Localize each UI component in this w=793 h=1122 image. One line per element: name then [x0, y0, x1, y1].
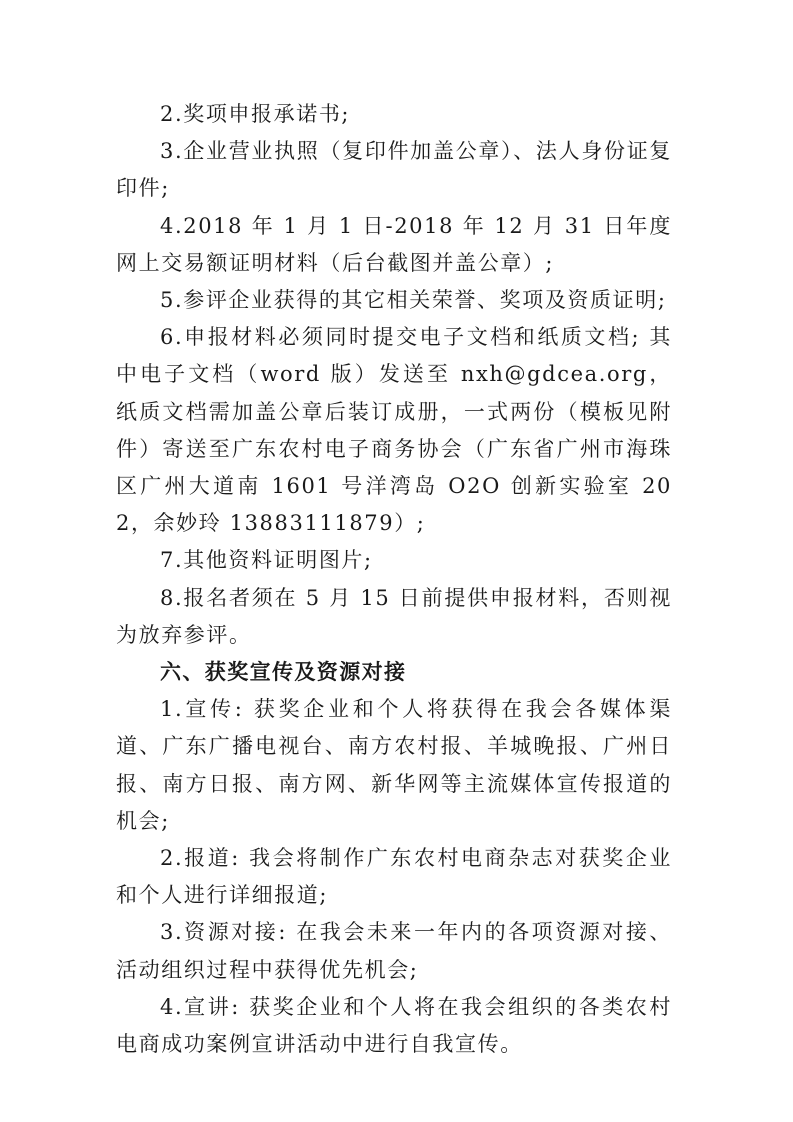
list-item-4: 4.2018 年 1 月 1 日-2018 年 12 月 31 日年度网上交易额证明材料（后台截图并盖公章）;: [116, 213, 672, 275]
benefit-item-1: 1.宣传: 获奖企业和个人将获得在我会各媒体渠道、广东广播电视台、南方农村报、羊城晚报、广州日报、南方日报、南方网、新华网等主流媒体宣传报道的机会;: [116, 697, 672, 833]
list-item-3: 3.企业营业执照（复印件加盖公章）、法人身份证复印件;: [116, 139, 672, 201]
list-item-8: 8.报名者须在 5 月 15 日前提供申报材料，否则视为放弃参评。: [116, 585, 672, 647]
list-item-6: 6.申报材料必须同时提交电子文档和纸质文档; 其中电子文档（word 版）发送至 nxh@gdcea.org，纸质文档需加盖公章后装订成册，一式两份（模板见附件）寄送至广东农村电子商务协会（广东省广州市海珠区广州大道南 1601 号洋湾岛 O2O 创新实验室 202，余妙玲 13883111879）;: [116, 325, 672, 536]
benefit-item-2: 2.报道: 我会将制作广东农村电商杂志对获奖企业和个人进行详细报道;: [116, 846, 672, 908]
benefit-item-4: 4.宣讲: 获奖企业和个人将在我会组织的各类农村电商成功案例宣讲活动中进行自我宣传。: [116, 994, 672, 1057]
document-page: [116, 96, 672, 1063]
list-item-5: 5.参评企业获得的其它相关荣誉、奖项及资质证明;: [160, 288, 667, 313]
section-heading: 六、获奖宣传及资源对接: [160, 660, 407, 685]
benefit-item-3: 3.资源对接: 在我会未来一年内的各项资源对接、活动组织过程中获得优先机会;: [116, 920, 672, 982]
list-item-7: 7.其他资料证明图片;: [160, 548, 373, 573]
list-item-2: 2.奖项申报承诺书;: [160, 102, 351, 126]
